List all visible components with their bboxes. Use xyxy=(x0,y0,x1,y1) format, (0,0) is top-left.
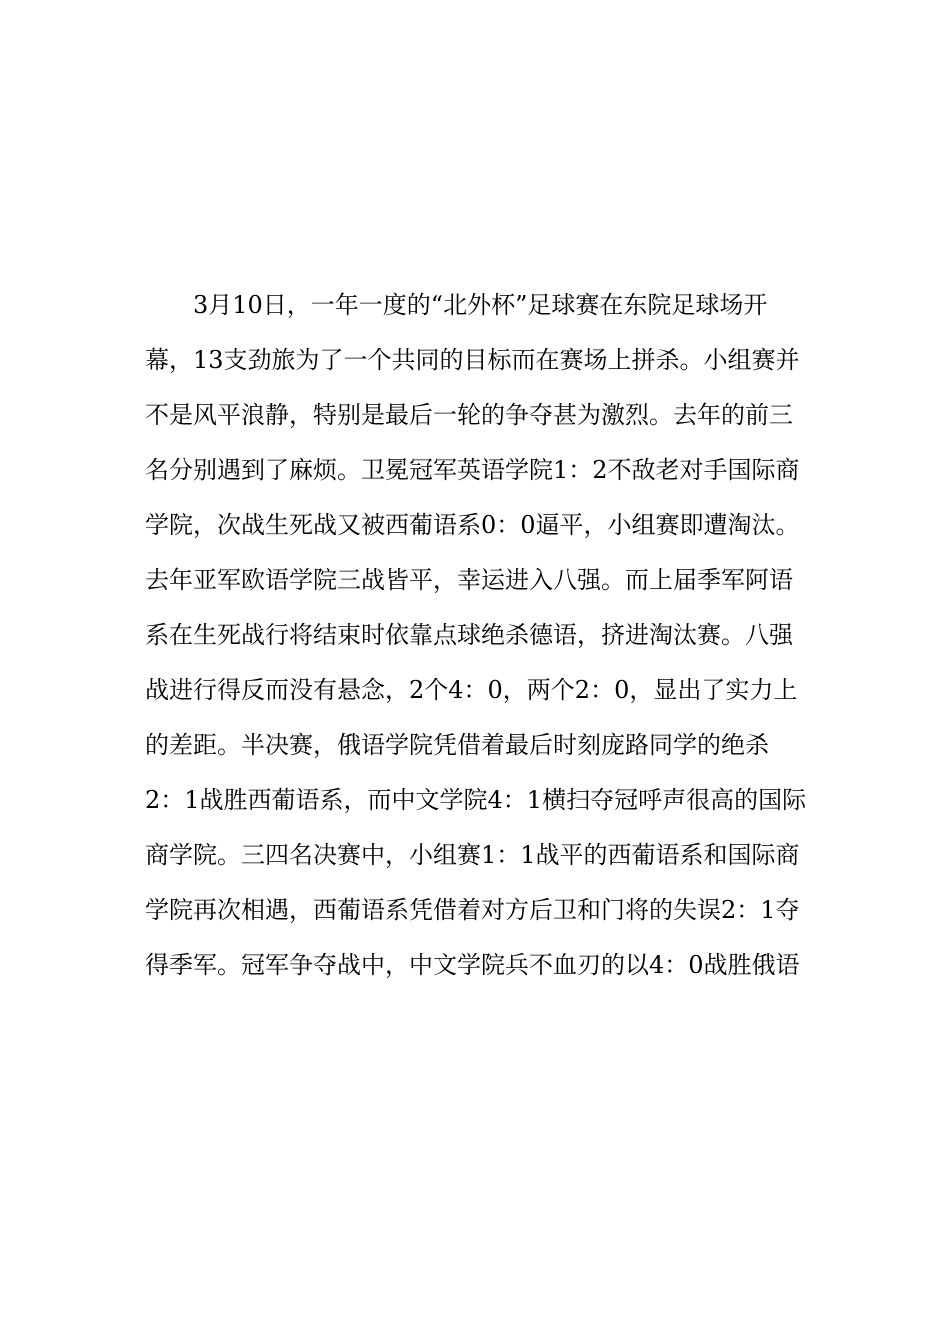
paragraph-line: 战进行得反而没有悬念，2个4：0，两个2：0，显出了实力上 xyxy=(145,676,798,704)
paragraph-line: 商学院。三四名决赛中，小组赛1：1战平的西葡语系和国际商 xyxy=(145,841,800,869)
paragraph-line: 的差距。半决赛，俄语学院凭借着最后时刻庞路同学的绝杀 xyxy=(145,731,769,759)
paragraph-line: 3月10日，一年一度的“北外杯”足球赛在东院足球场开 xyxy=(193,291,768,319)
paragraph-line: 系在生死战行将结束时依靠点球绝杀德语，挤进淘汰赛。八强 xyxy=(145,621,793,649)
paragraph-line: 去年亚军欧语学院三战皆平，幸运进入八强。而上届季军阿语 xyxy=(145,566,793,594)
article-paragraph xyxy=(145,278,810,993)
paragraph-line: 得季军。冠军争夺战中，中文学院兵不血刃的以4：0战胜俄语 xyxy=(145,951,800,979)
paragraph-line: 不是风平浪静，特别是最后一轮的争夺甚为激烈。去年的前三 xyxy=(145,401,793,429)
paragraph-line: 2：1战胜西葡语系，而中文学院4：1横扫夺冠呼声很高的国际 xyxy=(145,786,807,814)
paragraph-line: 学院再次相遇，西葡语系凭借着对方后卫和门将的失误2：1夺 xyxy=(145,896,800,924)
paragraph-line: 幕，13支劲旅为了一个共同的目标而在赛场上拼杀。小组赛并 xyxy=(145,346,800,374)
paragraph-line: 学院，次战生死战又被西葡语系0：0逼平，小组赛即遭淘汰。 xyxy=(145,511,800,539)
paragraph-line: 名分别遇到了麻烦。卫冕冠军英语学院1：2不敌老对手国际商 xyxy=(145,456,800,484)
